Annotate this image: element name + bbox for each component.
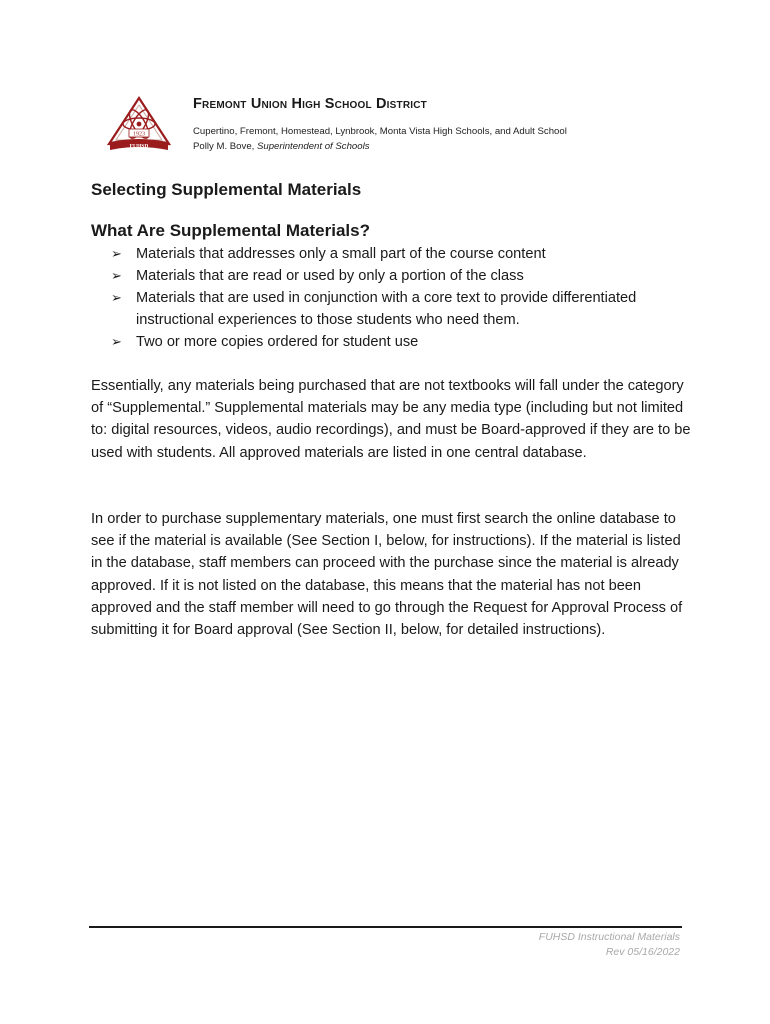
arrow-bullet-icon: ➢ xyxy=(111,246,122,261)
superintendent-title: Superintendent of Schools xyxy=(256,141,370,152)
footer xyxy=(539,930,680,960)
list-item xyxy=(91,243,691,265)
list-item-text: Materials that are read or used by only a portion of the class xyxy=(136,268,524,284)
seal-banner-text: FUHSD xyxy=(129,143,149,150)
arrow-bullet-icon: ➢ xyxy=(111,268,122,283)
arrow-bullet-icon: ➢ xyxy=(111,290,122,305)
paragraph-purchase-process: In order to purchase supplementary materials, one must first search the online database to see if the material is available (See Section I, below, for instructions). If the material is listed in the database, staff members can proceed with the purchase since the material is already approved. If it is not listed on the database, this means that the material has not been approved and the staff member will need to go through the Request for Approval Process of submitting it for Board approval (See Section II, below, for detailed instructions). xyxy=(91,511,683,639)
list-item-text: Materials that addresses only a small part of the course content xyxy=(136,246,546,262)
list-item xyxy=(91,265,691,287)
section-heading: What Are Supplemental Materials? xyxy=(91,221,370,240)
footer-line-2: Rev 05/16/2022 xyxy=(605,946,680,958)
district-seal-icon xyxy=(107,96,171,154)
arrow-bullet-icon: ➢ xyxy=(111,334,122,349)
paragraph-definition: Essentially, any materials being purchased that are not textbooks will fall under the category of “Supplemental.” Supplemental materials may be any media type (including but not limited to: digital resources, videos, audio recordings), and must be Board-approved if they are to be used with students. All approved materials are listed in one central database. xyxy=(91,378,691,461)
superintendent-line xyxy=(193,141,370,152)
list-item-text: Materials that are used in conjunction with a core text to provide differentiated instructional experiences to those students who need them. xyxy=(136,290,637,328)
superintendent-name: Polly M. Bove, xyxy=(193,141,257,152)
list-item-text: Two or more copies ordered for student use xyxy=(136,334,419,350)
list-item xyxy=(91,287,691,331)
page-title: Selecting Supplemental Materials xyxy=(91,180,362,199)
list-item xyxy=(91,331,691,353)
supplemental-criteria-list xyxy=(91,243,691,353)
seal-year: 1923 xyxy=(133,131,145,138)
district-schools: Cupertino, Fremont, Homestead, Lynbrook, Monta Vista High Schools, and Adult School xyxy=(193,126,567,137)
footer-line-1: FUHSD Instructional Materials xyxy=(538,931,680,943)
district-name: Fremont Union High School District xyxy=(193,96,427,112)
footer-divider xyxy=(89,926,682,928)
